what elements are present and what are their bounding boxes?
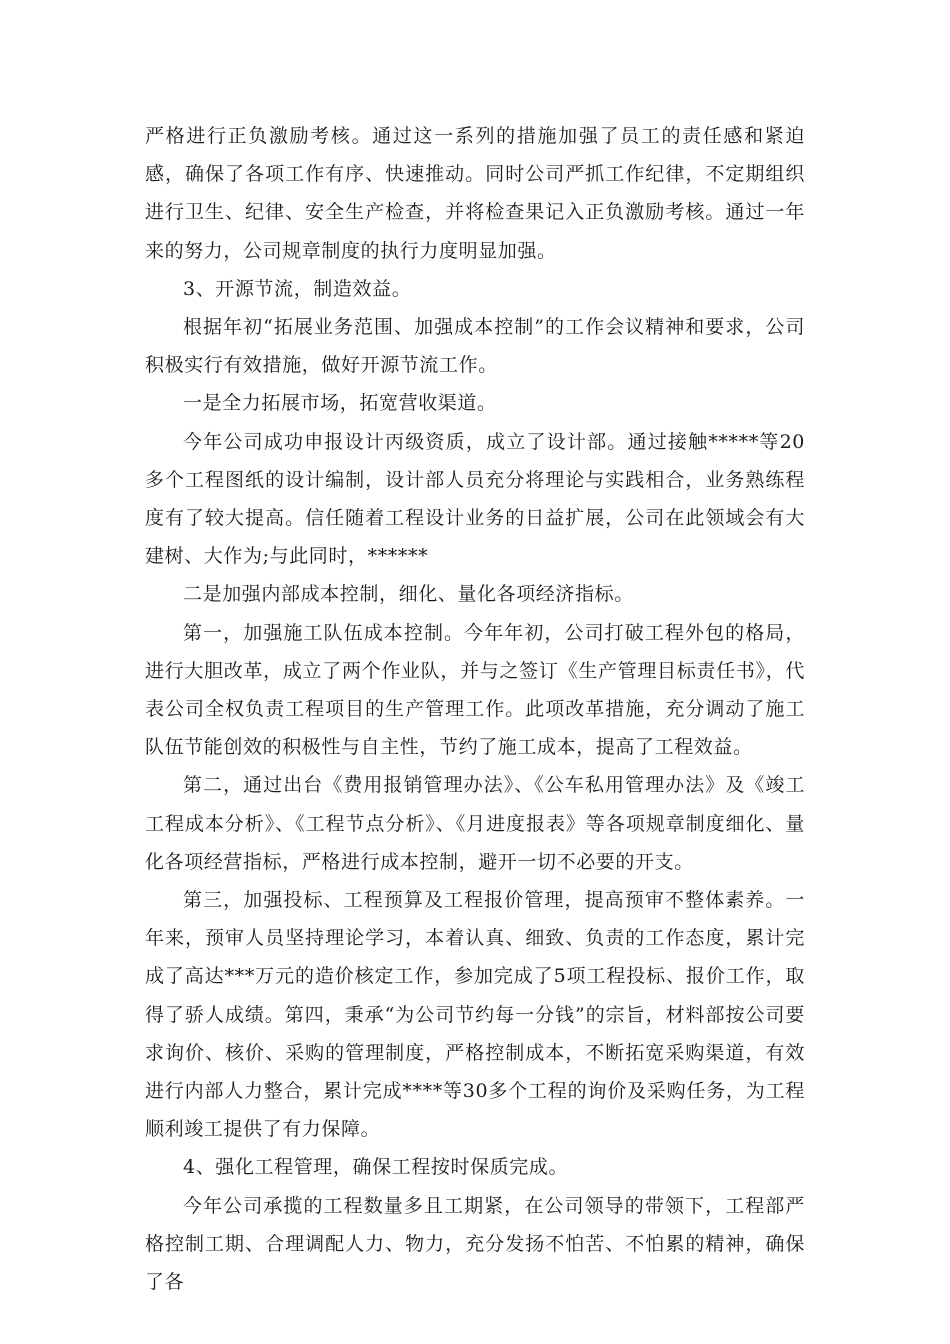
paragraph-7: 第一，加强施工队伍成本控制。今年年初，公司打破工程外包的格局，进行大胆改革，成立了两个作业队，并与之签订《生产管理目标责任书》，代表公司全权负责工程项目的生产管理工作。此项改革措施，充分调动了施工队伍节能创效的积极性与自主性，节约了施工成本，提高了工程效益。	[145, 621, 805, 759]
paragraph-11: 今年公司承揽的工程数量多且工期紧，在公司领导的带领下，工程部严格控制工期、合理调配人力、物力，充分发扬不怕苦、不怕累的精神，确保了各	[145, 1194, 805, 1294]
paragraph-6: 二是加强内部成本控制，细化、量化各项经济指标。	[183, 583, 634, 606]
paragraph-5: 今年公司成功申报设计丙级资质，成立了设计部。通过接触*****等20多个工程图纸的设计编制，设计部人员充分将理论与实践相合，业务熟练程度有了较大提高。信任随着工程设计业务的日益扩展，公司在此领域会有大建树、大作为;与此同时，******	[145, 430, 805, 568]
paragraph-1: 严格进行正负激励考核。通过这一系列的措施加强了员工的责任感和紧迫感，确保了各项工作有序、快速推动。同时公司严抓工作纪律，不定期组织进行卫生、纪律、安全生产检查，并将检查果记入正负激励考核。通过一年来的努力，公司规章制度的执行力度明显加强。	[145, 125, 805, 262]
paragraph-9: 第三，加强投标、工程预算及工程报价管理，提高预审不整体素养。一年来，预审人员坚持理论学习，本着认真、细致、负责的工作态度，累计完成了高达***万元的造价核定工作，参加完成了5项工程投标、报价工作，取得了骄人成绩。第四，秉承“为公司节约每一分钱”的宗旨，材料部按公司要求询价、核价、采购的管理制度，严格控制成本，不断拓宽采购渠道，有效进行内部人力整合，累计完成****等30多个工程的询价及采购任务，为工程顺利竣工提供了有力保障。	[145, 889, 805, 1141]
document-body	[145, 117, 805, 1301]
paragraph-8: 第二，通过出台《费用报销管理办法》、《公车私用管理办法》及《竣工工程成本分析》、《工程节点分析》、《月进度报表》等各项规章制度细化、量化各项经营指标，严格进行成本控制，避开一切不必要的开支。	[145, 774, 805, 873]
paragraph-10: 4、强化工程管理，确保工程按时保质完成。	[183, 1156, 569, 1179]
paragraph-2: 3、开源节流，制造效益。	[183, 277, 412, 300]
paragraph-4: 一是全力拓展市场，拓宽营收渠道。	[183, 392, 497, 415]
paragraph-3: 根据年初“拓展业务范围、加强成本控制”的工作会议精神和要求，公司积极实行有效措施，做好开源节流工作。	[145, 316, 805, 377]
